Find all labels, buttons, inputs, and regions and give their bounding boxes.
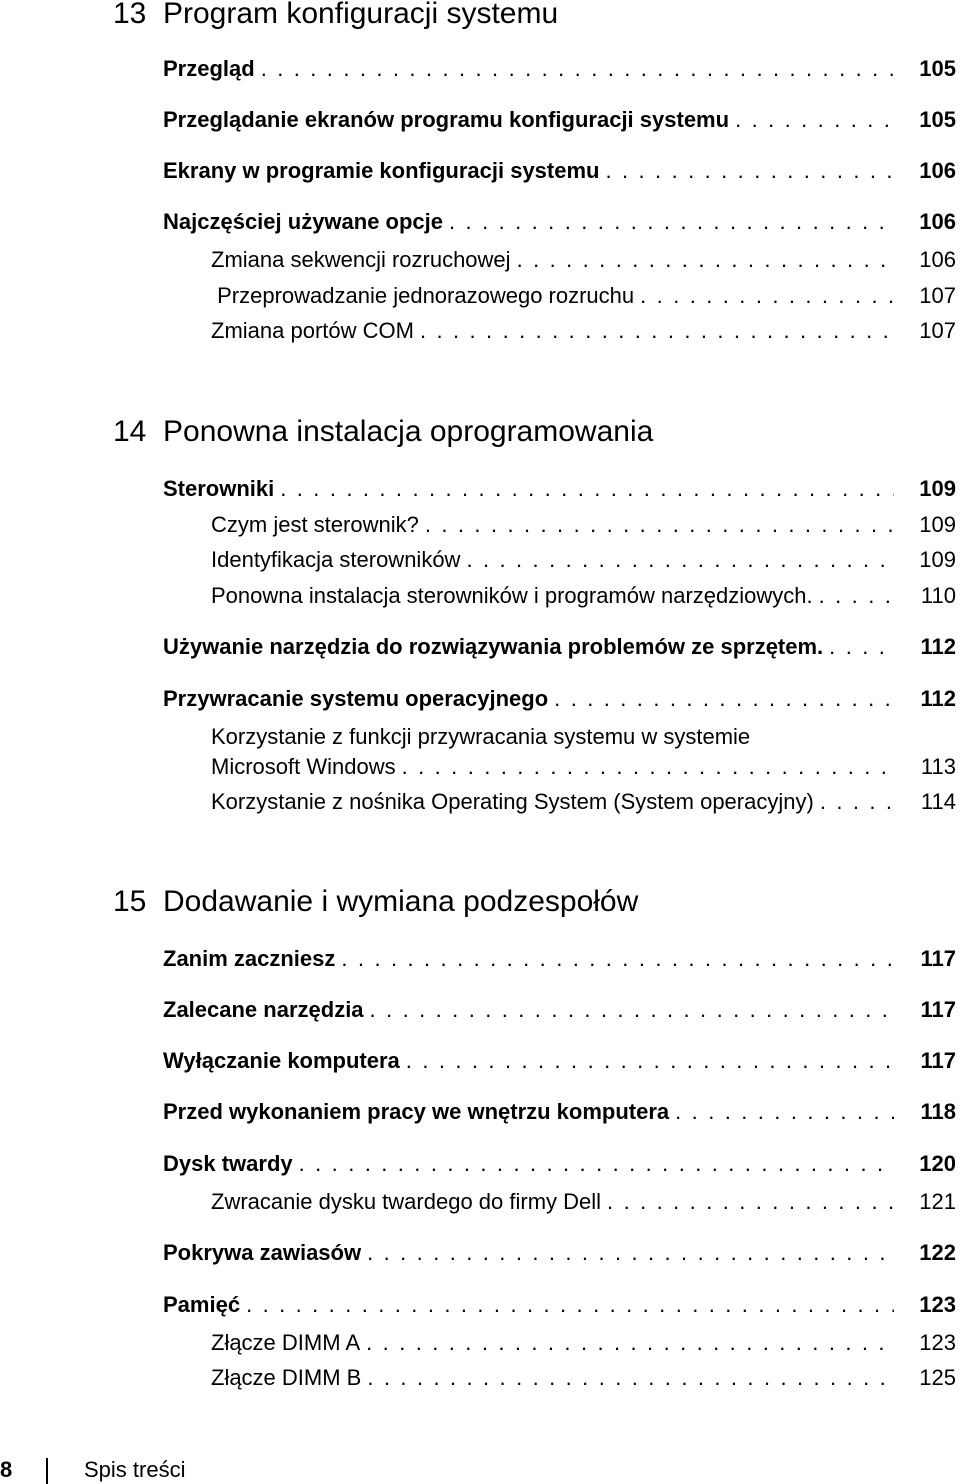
- toc-entry-page: 123: [919, 1292, 956, 1317]
- leader-dots: [820, 787, 894, 817]
- toc-entry-page: 107: [919, 318, 956, 343]
- toc-subentry[interactable]: [211, 787, 960, 817]
- leader-dots: [607, 1187, 894, 1217]
- leader-dots: [406, 1046, 894, 1076]
- toc-entry-title: Zwracanie dysku twardego do firmy Dell: [211, 1189, 602, 1214]
- toc-entry-page: 117: [920, 1048, 956, 1073]
- leader-dots: [280, 474, 894, 504]
- toc-entry-page: 112: [920, 634, 956, 659]
- toc-entry-title: Korzystanie z nośnika Operating System (System operacyjny): [211, 789, 814, 814]
- toc-entry-page: 105: [919, 56, 956, 81]
- toc-entry-title: Pamięć: [163, 1292, 241, 1317]
- toc-entry[interactable]: [163, 1046, 960, 1076]
- toc-entry-page: 107: [919, 283, 956, 308]
- toc-entry-page: 121: [919, 1189, 956, 1214]
- footer-divider: [46, 1458, 48, 1484]
- footer-page-number: 8: [0, 1457, 13, 1482]
- leader-dots: [402, 752, 894, 782]
- leader-dots: [341, 944, 894, 974]
- toc-entry-title: Ekrany w programie konfiguracji systemu: [163, 158, 600, 183]
- chapter-number: 13: [113, 0, 147, 30]
- leader-dots: [554, 684, 894, 714]
- toc-entry-title: Przeglądanie ekranów programu konfiguracji systemu: [163, 107, 730, 132]
- toc-entry[interactable]: [163, 105, 960, 135]
- toc-entry-title: Przywracanie systemu operacyjnego: [163, 686, 549, 711]
- toc-entry-page: 110: [920, 583, 956, 608]
- toc-entry[interactable]: [163, 995, 960, 1025]
- toc-entry-page: 109: [919, 476, 956, 501]
- leader-dots: [640, 281, 894, 311]
- leader-dots: [605, 156, 894, 186]
- toc-subentry[interactable]: [211, 510, 960, 540]
- chapter-13-heading: [113, 0, 558, 32]
- toc-entry-title: Przegląd: [163, 56, 255, 81]
- chapter-number: 14: [113, 415, 147, 448]
- leader-dots: [420, 316, 894, 346]
- leader-dots: [735, 105, 894, 135]
- toc-subentry[interactable]: [211, 1363, 960, 1393]
- toc-entry-page: 106: [919, 247, 956, 272]
- toc-entry-page: 113: [920, 754, 956, 779]
- toc-entry-page: 125: [919, 1365, 956, 1390]
- toc-entry[interactable]: [163, 1238, 960, 1268]
- toc-entry-page: 109: [919, 547, 956, 572]
- leader-dots: [425, 510, 894, 540]
- toc-entry-title: Dysk twardy: [163, 1151, 293, 1176]
- leader-dots: [819, 581, 894, 611]
- leader-dots: [367, 1363, 894, 1393]
- chapter-title: Dodawanie i wymiana podzespołów: [163, 885, 639, 918]
- toc-entry-page: 105: [919, 107, 956, 132]
- toc-entry-page: 123: [919, 1330, 956, 1355]
- toc-entry-title: Zmiana portów COM: [211, 318, 414, 343]
- toc-subentry[interactable]: [211, 545, 960, 575]
- toc-entry[interactable]: [163, 632, 960, 662]
- toc-entry-title: Pokrywa zawiasów: [163, 1240, 362, 1265]
- toc-entry[interactable]: [163, 1149, 960, 1179]
- toc-entry[interactable]: [163, 1290, 960, 1320]
- toc-entry-title: Przeprowadzanie jednorazowego rozruchu: [211, 283, 635, 308]
- toc-entry-title: Złącze DIMM B: [211, 1365, 362, 1390]
- page-footer: [0, 1456, 960, 1484]
- leader-dots: [449, 207, 894, 237]
- chapter-number: 15: [113, 885, 147, 918]
- leader-dots: [261, 54, 894, 84]
- toc-entry-page: 118: [920, 1099, 956, 1124]
- toc-entry[interactable]: [163, 54, 960, 84]
- leader-dots: [367, 1238, 894, 1268]
- toc-entry[interactable]: [163, 1097, 960, 1127]
- toc-entry-title: Najczęściej używane opcje: [163, 209, 444, 234]
- toc-entry-page: 122: [919, 1240, 956, 1265]
- toc-entry-title: Identyfikacja sterowników: [211, 547, 461, 572]
- toc-entry[interactable]: [163, 474, 960, 504]
- chapter-14-heading: [113, 414, 653, 450]
- leader-dots: [829, 632, 894, 662]
- toc-entry-title: Używanie narzędzia do rozwiązywania problemów ze sprzętem.: [163, 634, 824, 659]
- toc-subentry[interactable]: [211, 1187, 960, 1217]
- toc-entry-title: Zalecane narzędzia: [163, 997, 364, 1022]
- chapter-title: Ponowna instalacja oprogramowania: [163, 415, 654, 448]
- leader-dots: [466, 545, 894, 575]
- toc-entry-page: 106: [919, 209, 956, 234]
- toc-entry-title: Ponowna instalacja sterowników i programów narzędziowych.: [211, 583, 813, 608]
- toc-entry-page: 117: [920, 997, 956, 1022]
- toc-entry-title: Zanim zaczniesz: [163, 946, 336, 971]
- toc-entry-page: 112: [920, 686, 956, 711]
- toc-entry[interactable]: [163, 156, 960, 186]
- toc-entry-page: 117: [920, 946, 956, 971]
- footer-label: Spis treści: [84, 1457, 186, 1482]
- toc-entry[interactable]: [163, 684, 960, 714]
- leader-dots: [370, 995, 894, 1025]
- toc-entry-page: 120: [919, 1151, 956, 1176]
- toc-entry[interactable]: [163, 207, 960, 237]
- toc-subentry[interactable]: [211, 245, 960, 275]
- toc-subentry-wrapped-line[interactable]: Korzystanie z funkcji przywracania systemu w systemie: [211, 724, 751, 749]
- toc-entry-title: Microsoft Windows: [211, 754, 396, 779]
- toc-entry[interactable]: [163, 944, 960, 974]
- toc-subentry[interactable]: [211, 581, 960, 611]
- toc-entry-title: Zmiana sekwencji rozruchowej: [211, 247, 511, 272]
- chapter-title: Program konfiguracji systemu: [163, 0, 559, 30]
- toc-subentry[interactable]: [211, 281, 960, 311]
- toc-entry-page: 114: [920, 789, 956, 814]
- toc-subentry[interactable]: [211, 752, 960, 782]
- leader-dots: [299, 1149, 894, 1179]
- toc-entry-title: Wyłączanie komputera: [163, 1048, 400, 1073]
- toc-entry-title: Sterowniki: [163, 476, 275, 501]
- toc-entry-title: Przed wykonaniem pracy we wnętrzu komputera: [163, 1099, 670, 1124]
- chapter-15-heading: [113, 884, 638, 920]
- leader-dots: [675, 1097, 894, 1127]
- leader-dots: [366, 1328, 894, 1358]
- toc-subentry[interactable]: [211, 316, 960, 346]
- leader-dots: [246, 1290, 894, 1320]
- leader-dots: [517, 245, 894, 275]
- toc-subentry[interactable]: [211, 1328, 960, 1358]
- toc-entry-title: Czym jest sterownik?: [211, 512, 419, 537]
- toc-entry-page: 106: [919, 158, 956, 183]
- toc-entry-title: Złącze DIMM A: [211, 1330, 361, 1355]
- toc-entry-page: 109: [919, 512, 956, 537]
